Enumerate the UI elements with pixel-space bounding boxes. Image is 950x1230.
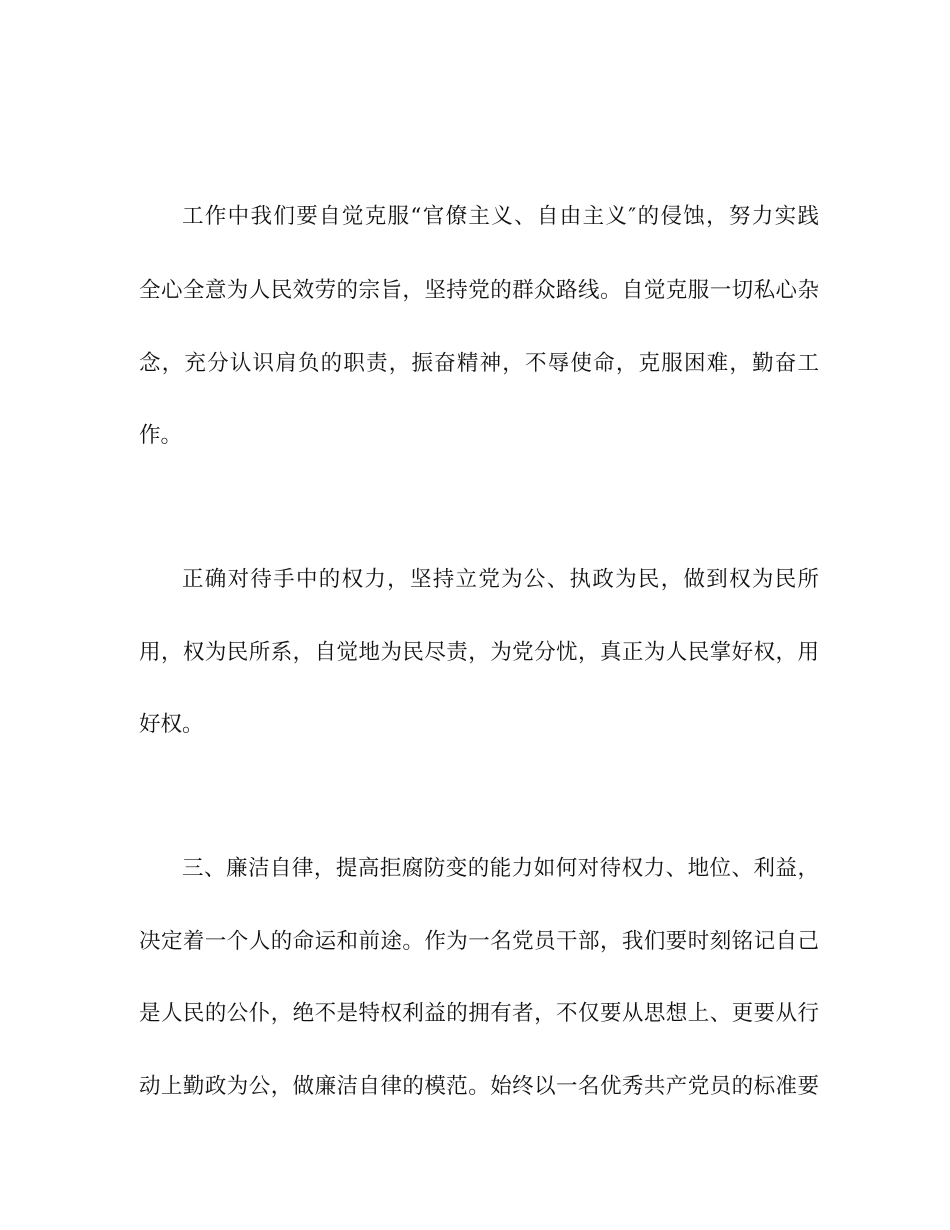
text-line: 工作中我们要自觉克服“官僚主义、自由主义″的侵蚀，努力实践 [182,204,819,229]
text-line: 决定着一个人的命运和前途。作为一名党员干部，我们要时刻铭记自己 [139,929,819,954]
text-line: 好权。 [139,712,204,737]
text-line: 是人民的公仆，绝不是特权利益的拥有者，不仅要从思想上、更要从行 [139,1001,819,1026]
text-line: 正确对待手中的权力，坚持立党为公、执政为民，做到权为民所 [182,567,819,592]
text-line: 三、廉洁自律，提高拒腐防变的能力如何对待权力、地位、利益， [182,856,819,881]
text-line: 念，充分认识肩负的职责，振奋精神，不辱使命，克服困难，勤奋工 [139,351,819,376]
text-line: 全心全意为人民效劳的宗旨，坚持党的群众路线。自觉克服一切私心杂 [139,278,819,303]
text-line: 作。 [139,423,183,448]
text-line: 动上勤政为公，做廉洁自律的模范。始终以一名优秀共产党员的标准要 [139,1074,819,1099]
text-line: 用，权为民所系，自觉地为民尽责，为党分忧，真正为人民掌好权，用 [139,640,819,665]
